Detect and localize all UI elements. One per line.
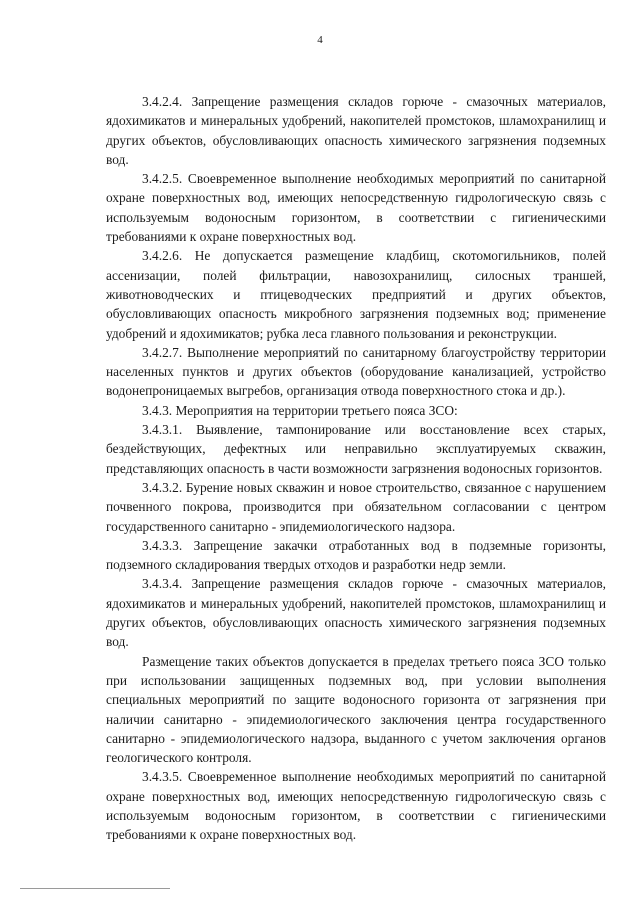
paragraph-3-4-2-7: 3.4.2.7. Выполнение мероприятий по санитарному благоустройству территории населенных пунктов и других объектов (оборудование канализацией, устройство водонепроницаемых выгребов, организация отвода поверхностного стока и др.). — [106, 344, 606, 399]
paragraph-3-4-3-4: 3.4.3.4. Запрещение размещения складов горюче - смазочных материалов, ядохимикатов и минеральных удобрений, накопителей промстоков, шламохранилищ и других объектов, обусловливающих опасность химического загрязнения подземных вод. — [106, 576, 606, 650]
paragraph-3-4-3-heading: 3.4.3. Мероприятия на территории третьего пояса ЗСО: — [142, 402, 458, 418]
paragraph-3-4-3-3: 3.4.3.3. Запрещение закачки отработанных вод в подземные горизонты, подземного складирования твердых отходов и разработки недр земли. — [106, 537, 606, 573]
paragraph-placement-conditions: Размещение таких объектов допускается в пределах третьего пояса ЗСО только при использовании защищенных подземных вод, при условии выполнения специальных мероприятий по защите водоносного горизонта от загрязнения при наличии санитарно - эпидемиологического заключения центра государственного санитарно - эпидемиологического надзора, выданного с учетом заключения органов геологического контроля. — [106, 653, 606, 766]
paragraph-3-4-2-6: 3.4.2.6. Не допускается размещение кладбищ, скотомогильников, полей ассенизации, полей фильтрации, навозохранилищ, силосных траншей, животноводческих и птицеводческих предприятий и других объектов, обусловливающих опасность микробного загрязнения подземных вод; применение удобрений и ядохимикатов; рубка леса главного пользования и реконструкции. — [106, 248, 606, 341]
footnote-divider — [20, 888, 170, 889]
paragraph-3-4-3-5: 3.4.3.5. Своевременное выполнение необходимых мероприятий по санитарной охране поверхностных вод, имеющих непосредственную гидрологическую связь с используемым водоносным горизонтом, в соответствии с гигиеническими требованиями к охране поверхностных вод. — [106, 769, 606, 843]
paragraph-3-4-3-1: 3.4.3.1. Выявление, тампонирование или восстановление всех старых, бездействующих, дефектных или неправильно эксплуатируемых скважин, представляющих опасность в части возможности загрязнения водоносных горизонтов. — [106, 422, 606, 476]
paragraph-3-4-2-4: 3.4.2.4. Запрещение размещения складов горюче - смазочных материалов, ядохимикатов и минеральных удобрений, накопителей промстоков, шламохранилищ и других объектов, обусловливающих опасность химического загрязнения подземных вод. — [106, 94, 606, 167]
document-body — [106, 92, 606, 845]
paragraph-3-4-3-2: 3.4.3.2. Бурение новых скважин и новое строительство, связанное с нарушением почвенного покрова, производится при обязательном согласовании с центром государственного санитарно - эпидемиологического надзора. — [106, 479, 606, 534]
page-number: 4 — [317, 34, 323, 46]
paragraph-3-4-2-5: 3.4.2.5. Своевременное выполнение необходимых мероприятий по санитарной охране поверхностных вод, имеющих непосредственную гидрологическую связь с используемым водоносным горизонтом, в соответствии с гигиеническими требованиями к охране поверхностных вод. — [106, 171, 606, 245]
